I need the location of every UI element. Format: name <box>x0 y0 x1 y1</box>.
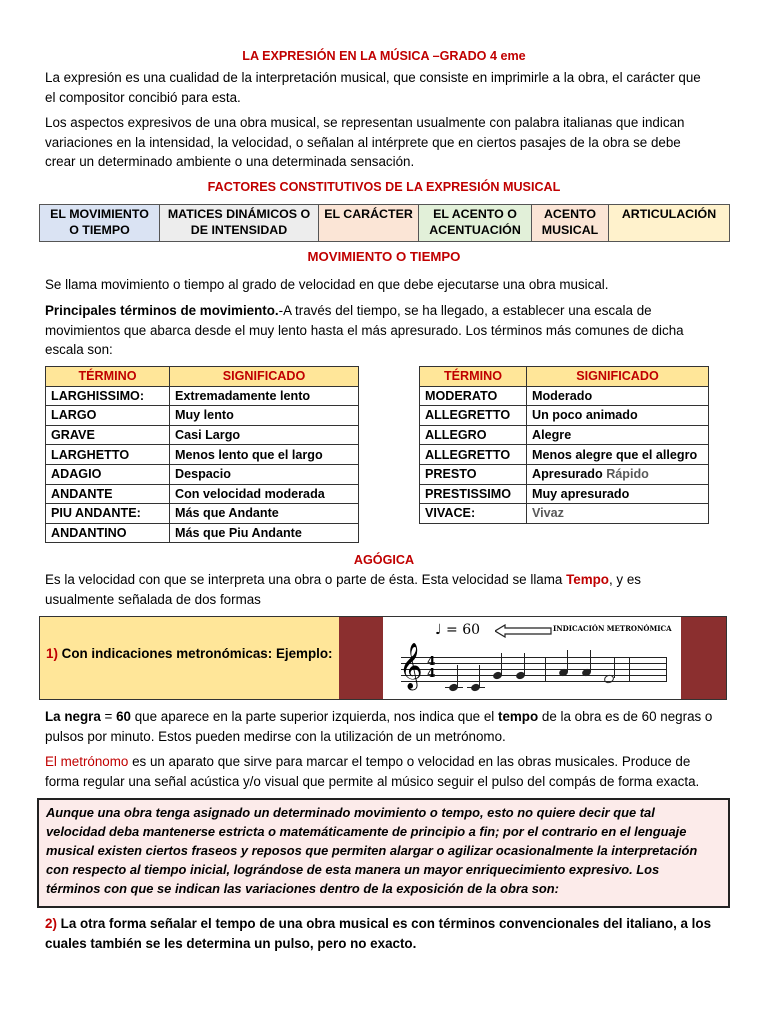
note-box <box>37 798 730 908</box>
movimiento-definition: Se llama movimiento o tiempo al grado de velocidad en que debe ejecutarse una obra musical. <box>45 277 609 292</box>
table-row <box>420 386 709 406</box>
term-cell: PRESTISSIMO <box>420 484 527 504</box>
principales-paragraph <box>45 301 684 360</box>
table-row <box>420 445 709 465</box>
table-row <box>46 445 359 465</box>
note-box-line: con respecto al tiempo inicial, lográndose de esta manera un mayor enriquecimiento expresivo. Los <box>46 862 660 877</box>
agogica-text: Es la velocidad con que se interpreta una obra o parte de ésta. Esta velocidad se llama <box>45 572 567 587</box>
note-stem <box>567 650 568 672</box>
meaning-cell: Muy apresurado <box>527 484 709 504</box>
header-meaning: SIGNIFICADO <box>170 367 359 387</box>
metronome-image-frame <box>339 617 726 699</box>
factor-cell <box>319 205 419 242</box>
factor-label: EL MOVIMIENTO <box>50 207 149 221</box>
table-row <box>46 406 359 426</box>
note-stem <box>614 657 615 678</box>
negra-tempo: tempo <box>497 709 539 724</box>
meaning-extra: Rápido <box>606 467 649 482</box>
table-row <box>46 484 359 504</box>
meaning-cell <box>527 464 709 484</box>
table-row <box>46 386 359 406</box>
term-cell: ALLEGRETTO <box>420 406 527 426</box>
agogica-text: usualmente señalada de dos formas <box>45 591 261 607</box>
principales-line-1: -A través del tiempo, se ha llegado, a establecer una escala de <box>278 303 652 318</box>
note-stem <box>479 665 480 687</box>
factor-label: EL ACENTO O <box>433 207 517 221</box>
staff-line <box>401 681 667 682</box>
term-cell: ALLEGRETTO <box>420 445 527 465</box>
factor-cell <box>40 205 160 242</box>
factor-cell <box>419 205 532 242</box>
table-row <box>46 425 359 445</box>
meaning-cell: Moderado <box>527 386 709 406</box>
meaning-cell: Menos alegre que el allegro <box>527 445 709 465</box>
tempo-word: Tempo <box>566 572 609 587</box>
factor-label: ARTICULACIÓN <box>621 207 717 221</box>
term-cell: PIU ANDANTE: <box>46 504 170 524</box>
meaning-extra: Vivaz <box>532 506 564 521</box>
metronomo-term: El metrónomo <box>45 754 129 769</box>
factors-title: FACTORES CONSTITUTIVOS DE LA EXPRESIÓN MUSICAL <box>207 180 561 194</box>
agogica-text: , y es <box>608 572 641 587</box>
table-header-row <box>420 367 709 387</box>
factor-cell <box>160 205 319 242</box>
staff-line <box>401 675 667 676</box>
negra-text: pulsos por minuto. Estos pueden medirse con la utilización de un metrónomo. <box>45 728 506 744</box>
note-box-line: musical existen ciertos fraseos y reposos que permiten alargar o agilizar ocasionalmente la interpretación <box>46 843 698 858</box>
meaning-cell: Con velocidad moderada <box>170 484 359 504</box>
staff-line <box>401 657 667 658</box>
header-term: TÉRMINO <box>420 367 527 387</box>
negra-text: que aparece en la parte superior izquierda, nos indica que el <box>130 709 498 724</box>
negra-number: 60 <box>116 709 131 724</box>
metro-number: 1) <box>46 646 58 661</box>
metronomo-paragraph <box>45 752 699 791</box>
bar-line <box>545 657 546 681</box>
note-stem <box>501 653 502 675</box>
factor-label: EL CARÁCTER <box>324 207 413 221</box>
metronome-marking: ♩ = 60 <box>435 622 481 638</box>
factors-table <box>39 204 730 242</box>
factors-row <box>40 205 730 242</box>
note-stem <box>457 665 458 687</box>
note-box-line: velocidad deba mantenerse estricta o matemáticamente de principio a fin; por el contrario en el lenguaje <box>46 824 687 839</box>
meaning-cell: Extremadamente lento <box>170 386 359 406</box>
ledger-line <box>467 687 485 688</box>
header-meaning: SIGNIFICADO <box>527 367 709 387</box>
note-box-line: términos con que se indican las variaciones dentro de la exposición de la obra son: <box>46 881 559 896</box>
principales-heading: Principales términos de movimiento. <box>45 303 279 318</box>
metronomo-text: es un aparato que sirve para marcar el tempo o velocidad en las obras musicales. Produce de <box>128 754 691 769</box>
table-row <box>420 464 709 484</box>
second-form-paragraph <box>45 914 711 953</box>
metronomo-text: forma regular una señal acústica y/o visual que permite al músico seguir el pulso del compás de forma exacta. <box>45 773 700 789</box>
note-stem <box>590 650 591 672</box>
meaning-text: Apresurado <box>532 467 603 482</box>
agogica-title: AGÓGICA <box>353 553 415 567</box>
meaning-cell: Despacio <box>170 464 359 484</box>
agogica-paragraph <box>45 570 641 609</box>
metro-label-text: Con indicaciones metronómicas: Ejemplo: <box>57 646 333 661</box>
term-cell: VIVACE: <box>420 504 527 524</box>
note-box-line: Aunque una obra tenga asignado un determinado movimiento o tempo, esto no quiere decir que tal <box>46 805 655 820</box>
note-box-text <box>46 803 697 898</box>
table-row <box>420 484 709 504</box>
meaning-cell: Más que Piu Andante <box>170 523 359 543</box>
factor-label: MATICES DINÁMICOS O <box>167 207 311 221</box>
negra-paragraph <box>45 707 712 746</box>
second-text: La otra forma señalar el tempo de una obra musical es con términos convencionales del italiano, a los <box>56 916 712 931</box>
header-term: TÉRMINO <box>46 367 170 387</box>
table-row <box>420 504 709 524</box>
factor-label: MUSICAL <box>541 223 599 237</box>
negra-text: = <box>100 709 117 724</box>
factor-label: O TIEMPO <box>69 223 130 237</box>
ledger-line <box>445 687 463 688</box>
bar-line <box>666 657 667 681</box>
staff-line <box>401 669 667 670</box>
table-header-row <box>46 367 359 387</box>
term-cell: LARGO <box>46 406 170 426</box>
factor-cell <box>609 205 730 242</box>
metronome-annotation: INDICACIÓN METRONÓMICA <box>553 624 672 633</box>
intro-paragraph-2 <box>45 113 684 172</box>
term-cell: GRAVE <box>46 425 170 445</box>
terms-table-left <box>45 366 359 543</box>
intro2-line-2: variaciones en la intensidad, la velocidad, o señalan al intérprete que en ciertos pasajes de la obra se debe <box>45 134 681 150</box>
score-image <box>383 617 681 699</box>
term-cell: ADAGIO <box>46 464 170 484</box>
term-cell: ALLEGRO <box>420 425 527 445</box>
table-row <box>46 464 359 484</box>
term-cell: ANDANTE <box>46 484 170 504</box>
meaning-cell: Un poco animado <box>527 406 709 426</box>
table-row <box>46 504 359 524</box>
term-cell: ANDANTINO <box>46 523 170 543</box>
table-row <box>46 523 359 543</box>
time-signature: 4 4 <box>427 654 436 680</box>
movimiento-title: MOVIMIENTO O TIEMPO <box>307 249 461 264</box>
term-cell: MODERATO <box>420 386 527 406</box>
treble-clef-icon: 𝄞 <box>399 643 423 689</box>
second-number: 2) <box>45 916 57 931</box>
table-row <box>420 425 709 445</box>
table-row <box>420 406 709 426</box>
second-text: cuales también se les determina un pulso, pero no exacto. <box>45 935 417 951</box>
term-cell: LARGHISSIMO: <box>46 386 170 406</box>
staff-line <box>401 663 667 664</box>
factor-label: DE INTENSIDAD <box>190 223 288 237</box>
intro2-line-3: crear un determinado ambiente o una determinada sensación. <box>45 154 415 169</box>
term-cell: LARGHETTO <box>46 445 170 465</box>
bar-line <box>629 657 630 681</box>
meaning-cell <box>527 504 709 524</box>
meaning-cell: Menos lento que el largo <box>170 445 359 465</box>
principales-line-2: movimientos que abarca desde el muy lento hasta el más apresurado. Los términos más comunes de dicha <box>45 322 684 338</box>
intro1-line-2: el compositor concibió para esta. <box>45 89 241 105</box>
negra-bold: La negra <box>45 709 101 724</box>
meaning-cell: Alegre <box>527 425 709 445</box>
metronome-label <box>46 646 332 661</box>
term-cell: PRESTO <box>420 464 527 484</box>
intro2-line-1: Los aspectos expresivos de una obra musical, se representan usualmente con palabra italianas que indican <box>45 115 685 130</box>
meaning-cell: Más que Andante <box>170 504 359 524</box>
intro-paragraph-1 <box>45 68 701 107</box>
factor-label: ACENTO <box>543 207 597 221</box>
page-title: LA EXPRESIÓN EN LA MÚSICA –GRADO 4 eme <box>242 49 526 63</box>
meaning-cell: Muy lento <box>170 406 359 426</box>
factor-label: ACENTUACIÓN <box>429 223 521 237</box>
terms-table-right <box>419 366 709 524</box>
intro1-line-1: La expresión es una cualidad de la interpretación musical, que consiste en imprimirle a la obra, el carácter que <box>45 70 701 85</box>
negra-text: de la obra es de 60 negras o <box>538 709 713 724</box>
principales-line-3: escala son: <box>45 342 113 357</box>
metronome-example-box <box>39 616 727 700</box>
meaning-cell: Casi Largo <box>170 425 359 445</box>
note-stem <box>524 653 525 675</box>
arrow-icon <box>495 624 553 638</box>
factor-cell <box>532 205 609 242</box>
